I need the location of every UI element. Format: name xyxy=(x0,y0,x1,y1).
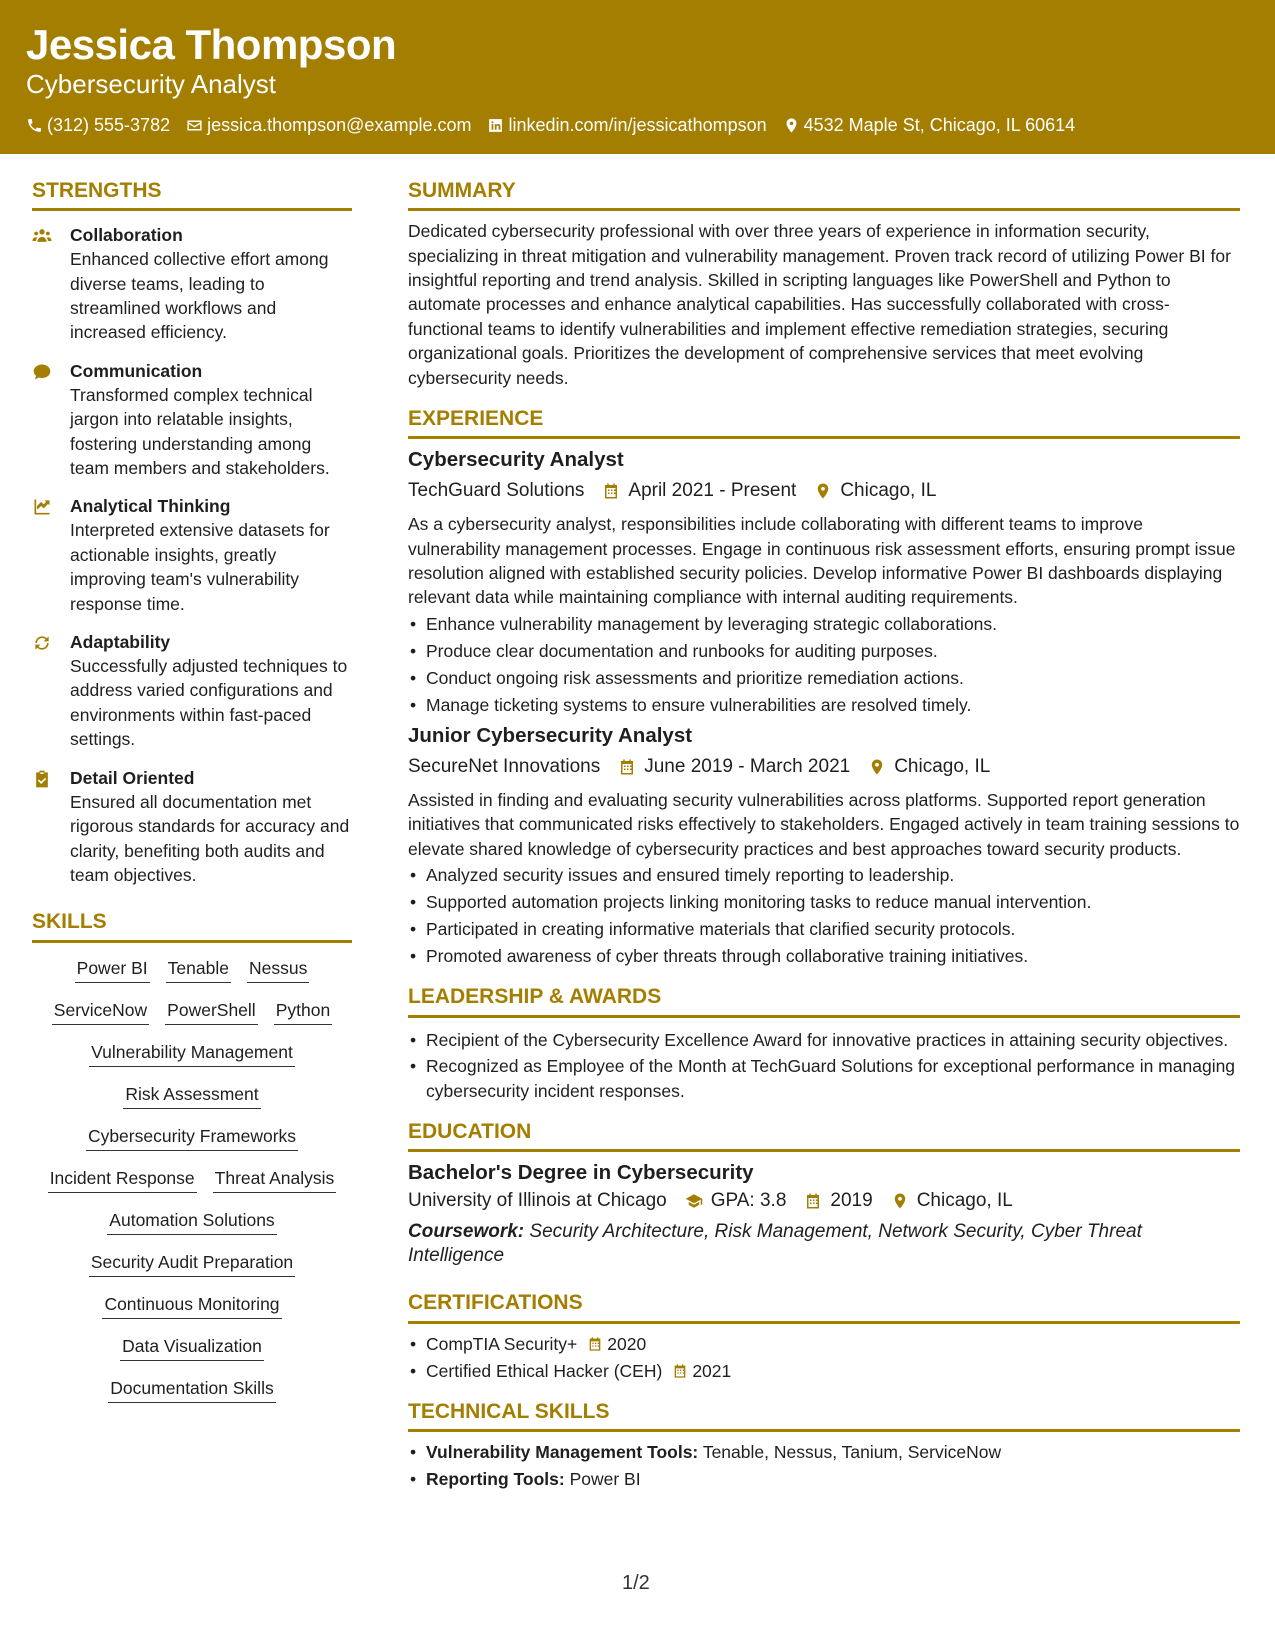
list-item xyxy=(408,1359,1240,1383)
contact-email[interactable] xyxy=(186,115,471,136)
skill-tag: Continuous Monitoring xyxy=(102,1293,281,1319)
skill-tag: Threat Analysis xyxy=(213,1167,337,1193)
calendar-icon xyxy=(672,1363,688,1379)
coursework-label: Coursework: xyxy=(408,1221,525,1243)
skill-tag: Data Visualization xyxy=(120,1335,264,1361)
users-icon xyxy=(32,226,52,246)
tech-skill-label: Reporting Tools: xyxy=(426,1469,565,1489)
skill-tag: Risk Assessment xyxy=(123,1083,260,1109)
list-item: • Conduct ongoing risk assessments and prioritize remediation actions. xyxy=(408,666,1240,690)
gpa: GPA: 3.8 xyxy=(710,1190,787,1212)
job-meta xyxy=(408,478,1240,504)
contact-phone[interactable] xyxy=(26,115,170,136)
map-pin-icon xyxy=(814,482,832,500)
graduation-cap-icon xyxy=(685,1192,703,1210)
calendar-icon xyxy=(602,482,620,500)
tech-skill-value: Tenable, Nessus, Tanium, ServiceNow xyxy=(702,1442,1002,1463)
email-text: jessica.thompson@example.com xyxy=(207,114,472,135)
list-item: • Participated in creating informative materials that clarified security protocols. xyxy=(408,917,1240,941)
envelope-icon xyxy=(186,117,203,134)
skill-tag: PowerShell xyxy=(165,999,258,1025)
job-location: Chicago, IL xyxy=(840,480,937,502)
speech-bubble-icon xyxy=(32,362,52,382)
strength-desc: Ensured all documentation met rigorous standards for accuracy and clarity, benefiting both audits and team objectives. xyxy=(70,791,350,885)
cert-year: 2020 xyxy=(607,1333,647,1354)
job-entry xyxy=(408,723,1240,968)
right-column xyxy=(408,178,1240,1494)
skill-tag: Cybersecurity Frameworks xyxy=(86,1125,298,1151)
school-location: Chicago, IL xyxy=(916,1190,1013,1212)
map-pin-icon xyxy=(783,117,800,134)
skill-tag: Nessus xyxy=(247,957,309,983)
resume-header xyxy=(0,0,1275,154)
strength-item xyxy=(32,223,352,345)
strength-item xyxy=(32,630,352,752)
linkedin-icon xyxy=(487,117,504,134)
tech-skill-label: Vulnerability Management Tools: xyxy=(426,1442,699,1463)
tech-skill-value: Power BI xyxy=(569,1469,641,1489)
list-item: • Supported automation projects linking monitoring tasks to reduce manual intervention. xyxy=(408,890,1240,914)
list-item: • Analyzed security issues and ensured timely reporting to leadership. xyxy=(408,863,1240,887)
list-item: • Recipient of the Cybersecurity Excellence Award for innovative practices in attaining security objectives. xyxy=(408,1028,1240,1052)
technical-skills-list xyxy=(408,1440,1240,1491)
strengths-list xyxy=(32,223,352,887)
job-location: Chicago, IL xyxy=(894,755,991,777)
awards-list xyxy=(408,1028,1240,1104)
map-pin-icon xyxy=(868,758,886,776)
strength-desc: Successfully adjusted techniques to address varied configurations and environments within fast-paced settings. xyxy=(70,656,348,750)
job-title: Cybersecurity Analyst xyxy=(408,448,624,472)
strength-title: Collaboration xyxy=(70,225,183,246)
job-dates: June 2019 - March 2021 xyxy=(644,755,851,777)
job-entry xyxy=(408,447,1240,717)
contact-bar xyxy=(26,115,1249,136)
skill-tag: Vulnerability Management xyxy=(89,1041,295,1067)
list-item: • Manage ticketing systems to ensure vulnerabilities are resolved timely. xyxy=(408,693,1240,717)
strength-item xyxy=(32,494,352,616)
candidate-name: Jessica Thompson xyxy=(26,21,397,68)
refresh-icon xyxy=(32,633,52,653)
strength-desc: Interpreted extensive datasets for actionable insights, greatly improving team's vulnerability response time. xyxy=(70,520,330,614)
line-chart-icon xyxy=(32,497,52,517)
clipboard-check-icon xyxy=(32,769,52,789)
address-text: 4532 Maple St, Chicago, IL 60614 xyxy=(803,114,1076,135)
strength-item xyxy=(32,766,352,888)
certifications-list xyxy=(408,1332,1240,1383)
list-item xyxy=(408,1440,1240,1464)
strength-title: Adaptability xyxy=(70,632,171,653)
skill-tag: Incident Response xyxy=(48,1167,197,1193)
list-item: • Recognized as Employee of the Month at TechGuard Solutions for exceptional performance in managing cybersecurity incident responses. xyxy=(408,1054,1240,1103)
list-item xyxy=(408,1332,1240,1356)
calendar-icon xyxy=(804,1192,822,1210)
cert-name: • CompTIA Security+ xyxy=(426,1333,578,1354)
page-number: 1/2 xyxy=(622,1572,650,1594)
job-title: Junior Cybersecurity Analyst xyxy=(408,723,693,747)
technical-skills-title: TECHNICAL SKILLS xyxy=(408,1399,1240,1432)
skills-title: SKILLS xyxy=(32,909,352,942)
contact-address xyxy=(783,115,1076,136)
job-meta xyxy=(408,754,1240,780)
candidate-role: Cybersecurity Analyst xyxy=(26,69,276,100)
list-item xyxy=(408,1467,1240,1491)
list-item: • Enhance vulnerability management by leveraging strategic collaborations. xyxy=(408,612,1240,636)
map-pin-icon xyxy=(891,1192,909,1210)
education-title: EDUCATION xyxy=(408,1119,1240,1152)
calendar-icon xyxy=(618,758,636,776)
strengths-title: STRENGTHS xyxy=(32,178,352,211)
job-bullets xyxy=(408,863,1240,968)
strength-title: Analytical Thinking xyxy=(70,496,231,517)
summary-text: Dedicated cybersecurity professional with over three years of experience in information security, specializing in threat mitigation and vulnerability management. Proven track record of utilizing Power BI for insightful reporting and trend analysis. Skilled in scripting languages like PowerShell and Python to automate processes and enhance analytical capabilities. Has successfully collaborated with cross-functional teams to identify vulnerabilities and implement effective remediation strategies, securing organizational goals. Prioritizes the development of comprehensive services that meet evolving cybersecurity needs. xyxy=(408,221,1231,388)
skill-tag: Automation Solutions xyxy=(107,1209,276,1235)
graduation-year: 2019 xyxy=(830,1190,873,1212)
awards-title: LEADERSHIP & AWARDS xyxy=(408,984,1240,1017)
strength-item xyxy=(32,359,352,481)
cert-name: • Certified Ethical Hacker (CEH) xyxy=(426,1360,663,1381)
phone-icon xyxy=(26,117,43,134)
list-item: • Promoted awareness of cyber threats through collaborative training initiatives. xyxy=(408,944,1240,968)
education-meta xyxy=(408,1188,1240,1214)
job-company: TechGuard Solutions xyxy=(408,480,585,502)
strength-title: Communication xyxy=(70,360,203,381)
job-description: Assisted in finding and evaluating security vulnerabilities across platforms. Supported report generation initiatives that communicated risks effectively to stakeholders. Engaged actively in team training sessions to elevate shared knowledge of cybersecurity practices and best approaches toward security products. xyxy=(408,789,1240,859)
strength-title: Detail Oriented xyxy=(70,767,195,788)
skills-list xyxy=(32,957,352,1403)
summary-title: SUMMARY xyxy=(408,178,1240,211)
experience-title: EXPERIENCE xyxy=(408,406,1240,439)
skill-tag: Python xyxy=(274,999,332,1025)
coursework xyxy=(408,1220,1240,1268)
job-bullets xyxy=(408,612,1240,717)
cert-year: 2021 xyxy=(692,1360,732,1381)
job-dates: April 2021 - Present xyxy=(628,480,797,502)
skill-tag: ServiceNow xyxy=(52,999,149,1025)
strength-desc: Transformed complex technical jargon into relatable insights, fostering understanding among team members and stakeholders. xyxy=(70,384,330,479)
coursework-text: Security Architecture, Risk Management, Network Security, Cyber Threat Intelligence xyxy=(408,1221,1142,1267)
calendar-icon xyxy=(587,1336,603,1352)
strength-desc: Enhanced collective effort among diverse teams, leading to streamlined workflows and increased efficiency. xyxy=(70,249,329,343)
degree-title: Bachelor's Degree in Cybersecurity xyxy=(408,1161,754,1185)
job-description: As a cybersecurity analyst, responsibilities include collaborating with different teams to improve vulnerability management processes. Engage in continuous risk assessment efforts, ensuring prompt issue resolution aligned with established security policies. Develop informative Power BI dashboards displaying relevant data while maintaining compliance with internal auditing requirements. xyxy=(408,514,1236,608)
skill-tag: Documentation Skills xyxy=(108,1377,275,1403)
job-company: SecureNet Innovations xyxy=(408,755,601,777)
left-column xyxy=(32,178,352,1419)
linkedin-text: linkedin.com/in/jessicathompson xyxy=(508,114,767,135)
skill-tag: Power BI xyxy=(75,957,150,983)
school-name: University of Illinois at Chicago xyxy=(408,1190,667,1212)
skill-tag: Tenable xyxy=(166,957,231,983)
skill-tag: Security Audit Preparation xyxy=(89,1251,295,1277)
contact-linkedin[interactable] xyxy=(487,115,766,136)
certifications-title: CERTIFICATIONS xyxy=(408,1290,1240,1323)
phone-text: (312) 555-3782 xyxy=(47,114,171,135)
list-item: • Produce clear documentation and runbooks for auditing purposes. xyxy=(408,639,1240,663)
